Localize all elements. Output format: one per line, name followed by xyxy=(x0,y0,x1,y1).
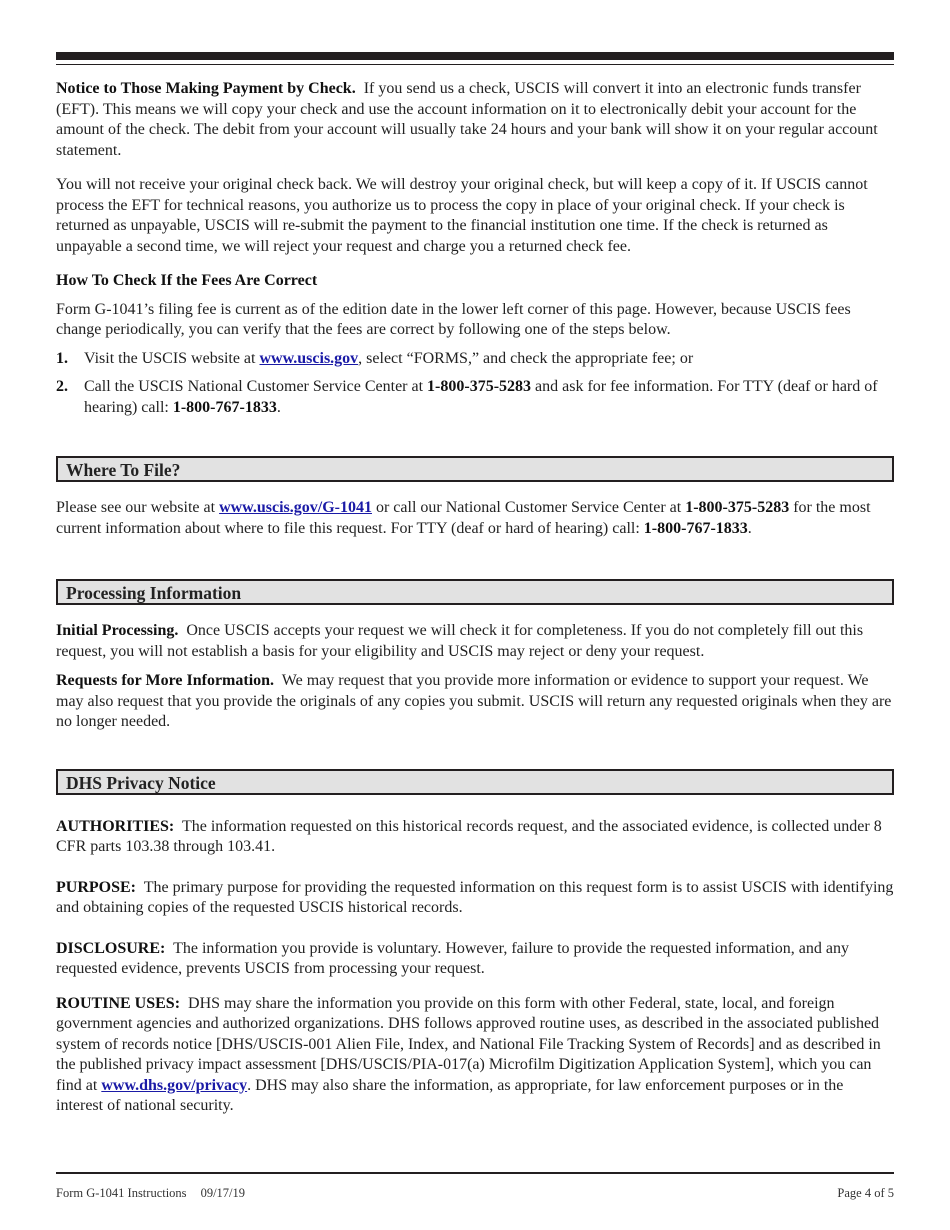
fees-heading: How To Check If the Fees Are Correct xyxy=(56,272,318,289)
routine-uses-paragraph: ROUTINE USES: DHS may share the information you provide on this form with other Federal, state, local, and foreign government agencies and authorized organizations. DHS follows approved routine uses, as described in the associated published system of records notice [DHS/USCIS-001 Alien File, Index, and National File Tracking System of Records] and as described in the published privacy impact assessment [DHS/USCIS/PIA-017(a) Microfilm Digitization Application System], which you can find at www.dhs.gov/privacy. DHS may also share the information, as appropriate, for law enforcement purposes or in the interest of national security. xyxy=(56,994,881,1114)
fee-steps-list xyxy=(56,349,894,419)
dhs-privacy-link[interactable]: www.dhs.gov/privacy xyxy=(101,1076,248,1094)
authorities-paragraph: AUTHORITIES: The information requested on this historical records request, and the associated evidence, is collected under 8 CFR parts 103.38 through 103.41. xyxy=(56,817,882,855)
disclosure-paragraph: DISCLOSURE: The information you provide is voluntary. However, failure to provide the requested information, and any requested evidence, prevents USCIS from processing your request. xyxy=(56,939,849,977)
header-thin-rule xyxy=(56,64,894,65)
ncsc-phone: 1-800-375-5283 xyxy=(427,378,532,395)
fees-intro: Form G-1041’s filing fee is current as of the edition date in the lower left corner of this page. However, because USCIS fees change periodically, you can verify that the fees are correct by following one of the steps below. xyxy=(56,300,851,338)
initial-processing-paragraph: Initial Processing. Once USCIS accepts your request we will check it for completeness. If you do not completely fill out this request, you will not establish a basis for your eligibility and USCIS may reject or deny your request. xyxy=(56,622,864,660)
purpose-paragraph: PURPOSE: The primary purpose for providing the requested information on this request form is to assist USCIS with identifying and obtaining copies of the requested USCIS historical records. xyxy=(56,878,894,916)
page-content xyxy=(56,79,894,1131)
where-to-file-section-title: Where To File? xyxy=(56,456,894,482)
check-return-paragraph: You will not receive your original check back. We will destroy your original check, but will keep a copy of it. If USCIS cannot process the EFT for technical reasons, you authorize us to process the copy in place of your original check. If your check is returned as unpayable, USCIS will re-submit the payment to the financial institution one time. If the check is returned as unpayable a second time, we will reject your request and charge you a returned check fee. xyxy=(56,176,868,255)
more-information-paragraph: Requests for More Information. We may request that you provide more information or evidence to support your request. We may also request that you provide the originals of any copies you submit. USCIS will return any requested originals when they are no longer needed. xyxy=(56,672,892,730)
footer-rule xyxy=(56,1172,894,1174)
check-notice-heading: Notice to Those Making Payment by Check. xyxy=(56,80,356,97)
uscis-website-link[interactable]: www.uscis.gov xyxy=(259,349,359,367)
fee-step-2: 2. Call the USCIS National Customer Service Center at 1-800-375-5283 and ask for fee information. For TTY (deaf or hard of hearing) call: 1-800-767-1833. xyxy=(56,378,878,416)
header-thick-rule xyxy=(56,52,894,60)
footer-form-info xyxy=(56,1186,245,1201)
processing-section-title: Processing Information xyxy=(56,579,894,605)
footer-page-number: Page 4 of 5 xyxy=(837,1186,894,1200)
check-notice-paragraph: Notice to Those Making Payment by Check. If you send us a check, USCIS will convert it into an electronic funds transfer (EFT). This means we will copy your check and use the account information on it to electronically debit your account for the amount of the check. The debit from your account will usually take 24 hours and your bank will show it on your regular account statement. xyxy=(56,80,878,159)
g1041-link[interactable]: www.uscis.gov/G-1041 xyxy=(219,499,372,516)
tty-phone: 1-800-767-1833 xyxy=(172,398,277,416)
footer-form-name: Form G-1041 Instructions xyxy=(56,1186,187,1200)
fee-step-1: 1. Visit the USCIS website at www.uscis.gov, select “FORMS,” and check the appropriate fee; or xyxy=(56,349,694,367)
privacy-section-title: DHS Privacy Notice xyxy=(56,769,894,795)
where-to-file-paragraph: Please see our website at www.uscis.gov/G-1041 or call our National Customer Service Center at 1-800-375-5283 for the most current information about where to file this request. For TTY (deaf or hard of hearing) call: 1-800-767-1833. xyxy=(56,499,871,537)
footer-edition-date: 09/17/19 xyxy=(200,1186,246,1200)
